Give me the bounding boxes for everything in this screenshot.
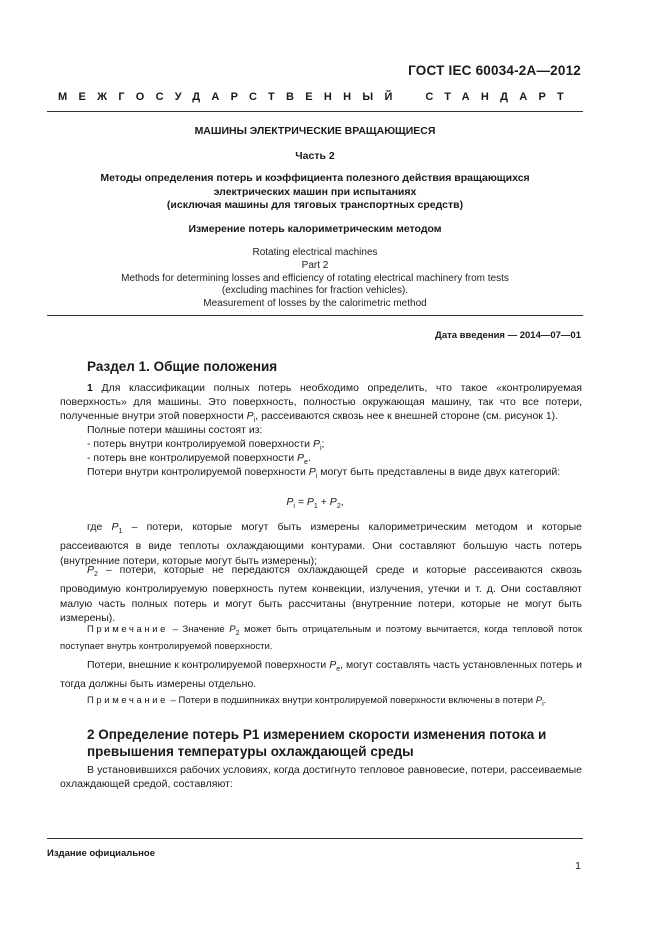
loss-formula: $P_i = P_1 + P_2$, <box>286 496 344 511</box>
title-en-line4: (excluding machines for fraction vehicles). <box>221 285 409 297</box>
note-label: Примечание <box>87 695 168 706</box>
title-en-line2: Part 2 <box>301 259 329 271</box>
section1-paragraph3: Потери внутри контролируемой поверхности $P_i$ могут быть представлены в виде двух категорий: <box>87 466 561 481</box>
title-measurement: Измерение потерь калориметрическим методом <box>188 223 442 235</box>
title-methods <box>47 172 583 213</box>
section2-heading: 2 Определение потерь Р1 измерением скорости изменения потока и превышения температуры охлаждающей среды <box>87 727 547 759</box>
section1-paragraph4: Потери, внешние к контролируемой поверхности $P_e$, могут составлять часть установленных потерь и тогда должны быть измерены отдельно. <box>60 659 583 691</box>
title-part: Часть 2 <box>295 150 335 162</box>
standard-banner <box>58 91 575 103</box>
section1-note1: Примечание – Значение $P_2$ может быть отрицательным и поэтому вычитается, когда тепловой поток поступает внутрь контролируемой поверхности. <box>60 624 582 652</box>
title-en-line3: Methods for determining losses and efficiency of rotating electrical machinery from tests <box>121 272 509 284</box>
date-of-introduction: Дата введения — 2014—07—01 <box>435 330 581 341</box>
section1-heading: Раздел 1. Общие положения <box>87 359 278 374</box>
edition-label: Издание официальное <box>47 848 155 859</box>
section1-paragraph1: 1 Для классификации полных потерь необходимо определить, что такое «контролируемая поверхность» для машины. Это поверхность, полностью окружающая машину, так что все потери, полученные внутри этой поверхности $P_i$, рассеиваются сквозь нее к внешней стороне (см. рисунок 1). <box>60 382 582 425</box>
title-en-line1: Rotating electrical machines <box>252 247 378 258</box>
standard-code: ГОСТ IEC 60034-2А—2012 <box>408 63 581 78</box>
title-rule <box>47 315 583 316</box>
title-en-line5: Measurement of losses by the calorimetric method <box>203 298 427 310</box>
footer-rule <box>47 838 583 839</box>
page-number: 1 <box>575 860 581 872</box>
title-methods-line3: (исключая машины для тяговых транспортных средств) <box>166 199 464 211</box>
section1-list-item-inner: - потерь внутри контролируемой поверхности $P_i$; <box>87 438 325 453</box>
section1-note2: Примечание – Потери в подшипниках внутри контролируемой поверхности включены в потери $P_i$. <box>87 695 547 708</box>
section2-paragraph1: В установившихся рабочих условиях, когда достигнуто тепловое равновесие, потери, рассеиваемые охлаждающей средой, составляют: <box>60 764 582 791</box>
banner-word-interstate: МЕЖГОСУДАРСТВЕННЫЙ <box>58 91 404 103</box>
note-label: Примечание <box>87 624 168 635</box>
section1-list-item-outer: - потерь вне контролируемой поверхности $P_e$. <box>87 452 311 467</box>
title-main: МАШИНЫ ЭЛЕКТРИЧЕСКИЕ ВРАЩАЮЩИЕСЯ <box>194 125 436 137</box>
section1-definition-p2: $P_2$ – потери, которые не передаются охлаждающей среде и которые рассеиваются сквозь проводимую контролируемую поверхность путем конвекции, излучения, утечки и т. д. Они составляют малую часть полных потерь и могут быть рассчитаны (внутренние потери, которые не могут быть измерены). <box>60 564 582 624</box>
title-methods-line1: Методы определения потерь и коэффициента полезного действия вращающихся <box>100 172 530 184</box>
section1-paragraph2: Полные потери машины состоят из: <box>87 424 263 436</box>
title-methods-line2: электрических машин при испытаниях <box>213 185 417 198</box>
title-english <box>47 247 583 311</box>
header-rule <box>47 111 583 112</box>
clause-number: 1 <box>87 382 93 394</box>
banner-word-standard: СТАНДАРТ <box>425 91 575 103</box>
section1-definition-p1: где $P_1$ – потери, которые могут быть измерены калориметрическим методом и которые рассеиваются в виде теплоты охлаждающими контурами. Они составляют большую часть потерь (внутренние потери, которые могут быть измерены); <box>60 521 583 567</box>
